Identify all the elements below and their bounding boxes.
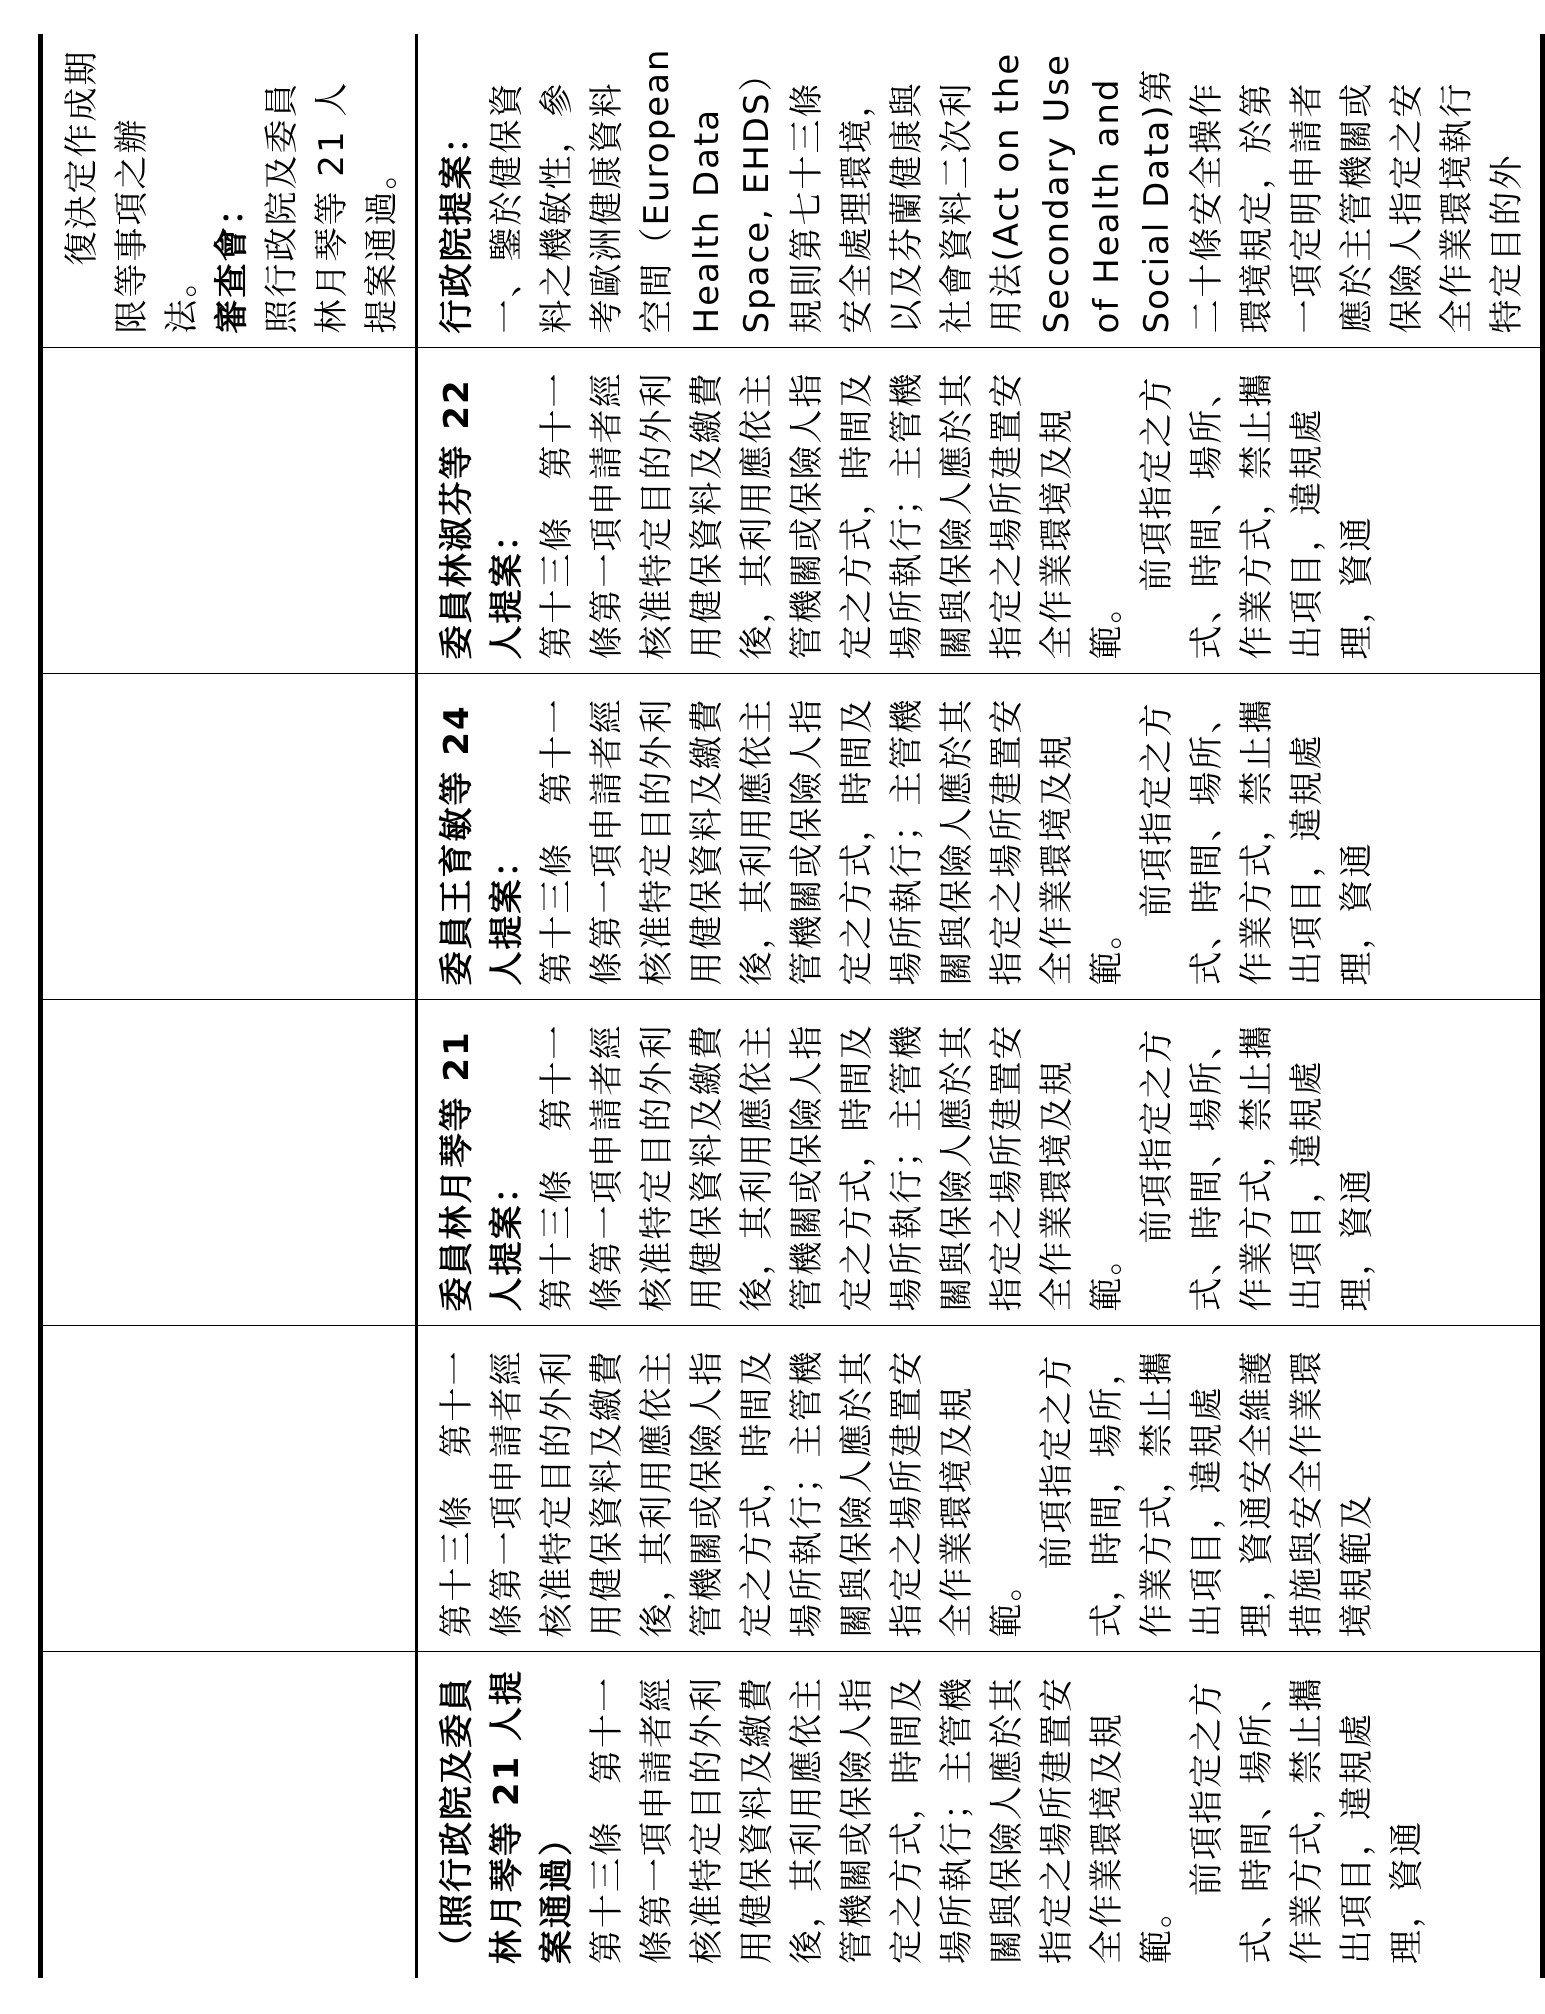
table-row-main [417, 34, 1543, 1978]
proposal-heading: 委員林淑芬等 22 人提案： [437, 378, 527, 660]
explanation-item-1: 一、鑒於健保資料之機敏性，參考歐洲健康資料空間（European Health Data Space, EHDS）規則第七十三條安全處理環境，以及芬蘭健康與社會資料二次利用法(Act on the Secondary Use of Health and Social Data)第二十條安全操作環境規定，於第一項定明申請者應於主管機關或保險人指定之安全作業環境執行特定目的外 [487, 47, 1527, 334]
cell-proposal-lin-yueqin [417, 1000, 1543, 1326]
proposal-article-13: 第十三條 第十一條第一項申請者經核准特定目的外利用健保資料及繳費後，其利用應依主管機關或保險人指定之方式，時間及場所執行；主管機關與保險人應於其指定之場所建置安全作業環境及規範。 [537, 371, 1127, 660]
passed-article-13: 第十三條 第十一條第一項申請者經核准特定目的外利用健保資料及繳費後，其利用應依主管機關或保險人指定之方式，時間及場所執行；主管機關與保險人應於其指定之場所建置安全作業環境及規範。 [587, 1676, 1177, 1964]
review-committee-heading: 審查會： [212, 189, 252, 334]
proposal-heading: 委員林月琴等 21 人提案： [437, 1030, 527, 1312]
passed-heading: （照行政院及委員林月琴等 21 人提案通過） [437, 1669, 577, 1964]
cell-passed-text [417, 1652, 1543, 1978]
comparison-table [38, 34, 1545, 1978]
proposal-article-13-para2: 前項指定之方式、時間、場所、作業方式，禁止攜出項目，違規處理，資通 [1137, 697, 1377, 986]
cell-executive-yuan-notes [417, 34, 1543, 348]
cell-r1-c5 [41, 348, 417, 674]
proposal-article-13-para2: 前項指定之方式、時間、場所、作業方式，禁止攜出項目，違規處理，資通 [1137, 371, 1377, 660]
passed-article-13-para2: 前項指定之方式、時間、場所、作業方式，禁止攜出項目，違規處理，資通 [1187, 1676, 1427, 1964]
proposal-heading: 委員王育敏等 24 人提案： [437, 704, 527, 986]
cell-r1-c2 [41, 1326, 417, 1652]
cell-r1-c1 [41, 1652, 417, 1978]
cell-current-law [417, 1326, 1543, 1652]
proposal-article-13: 第十三條 第十一條第一項申請者經核准特定目的外利用健保資料及繳費後，其利用應依主管機關或保險人指定之方式，時間及場所執行；主管機關與保險人應於其指定之場所建置安全作業環境及規範。 [537, 697, 1127, 986]
cell-proposal-lin-shufen [417, 348, 1543, 674]
cell-r1-c6 [41, 34, 417, 348]
proposal-article-13-para2: 前項指定之方式、時間、場所、作業方式，禁止攜出項目，違規處理，資通 [1137, 1023, 1377, 1312]
cell-r1-c3 [41, 1000, 417, 1326]
current-article-13-para2: 前項指定之方式，時間，場所，作業方式，禁止攜出項目，違規處理，資通安全維護措施與安全作業環境規範及 [1037, 1349, 1377, 1638]
current-article-13: 第十三條 第十一條第一項申請者經核准特定目的外利用健保資料及繳費後，其利用應依主管機關或保險人指定之方式，時間及場所執行；主管機關與保險人應於其指定之場所建置安全作業環境及規範。 [437, 1349, 1027, 1638]
executive-yuan-heading: 行政院提案： [437, 117, 477, 334]
proposal-article-13: 第十三條 第十一條第一項申請者經核准特定目的外利用健保資料及繳費後，其利用應依主管機關或保險人指定之方式，時間及場所執行；主管機關與保險人應於其指定之場所建置安全作業環境及規範。 [537, 1023, 1127, 1312]
review-remainder-text: 復決定作成期限等事項之辦法。 [62, 49, 202, 334]
table-row-top [41, 34, 417, 1978]
cell-proposal-wang-yumin [417, 674, 1543, 1000]
review-committee-decision: 照行政院及委員林月琴等 21 人提案通過。 [262, 80, 402, 334]
cell-r1-c4 [41, 674, 417, 1000]
